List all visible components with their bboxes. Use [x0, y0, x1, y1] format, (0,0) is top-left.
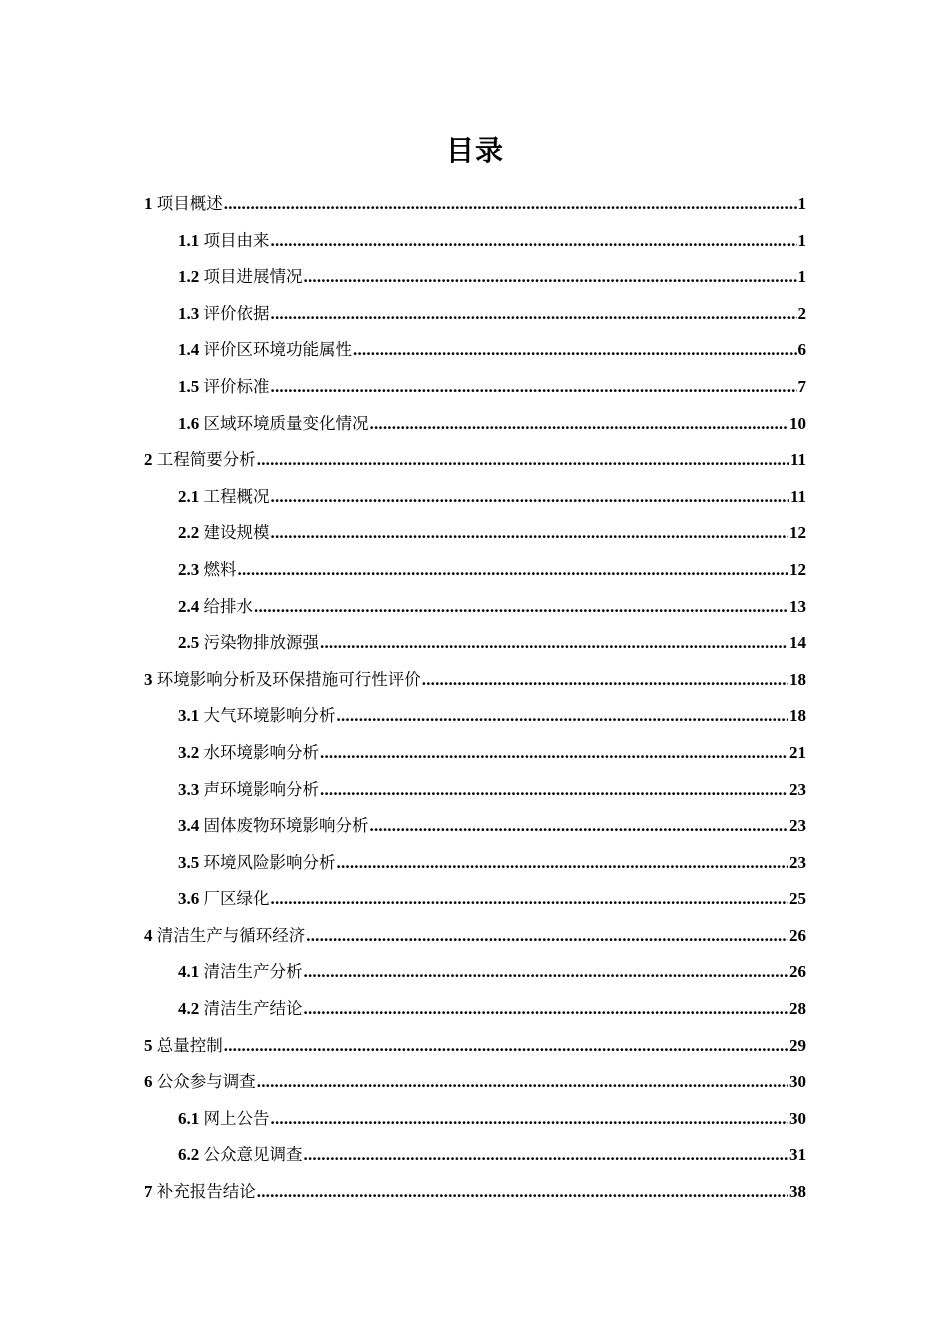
- toc-entry-page-number: 7: [797, 376, 806, 396]
- toc-entry-number: 2.5: [178, 633, 200, 653]
- toc-entry-text: 区域环境质量变化情况: [203, 413, 369, 433]
- toc-entry-number: 3.5: [178, 852, 200, 872]
- toc-entry-text: 评价区环境功能属性: [203, 340, 352, 360]
- toc-entry-text: 清洁生产分析: [203, 962, 303, 982]
- toc-entry[interactable]: [144, 845, 806, 882]
- toc-entry-page-number: 31: [789, 1145, 806, 1165]
- toc-entry-page-number: 21: [789, 742, 806, 762]
- toc-entry-label: [178, 845, 336, 882]
- dot-leader: [337, 845, 789, 882]
- toc-entry[interactable]: [144, 772, 806, 809]
- toc-entry-number: 6.2: [178, 1145, 200, 1165]
- toc-entry[interactable]: [144, 406, 806, 443]
- toc-entry-label: [178, 772, 319, 809]
- toc-entry-text: 声环境影响分析: [203, 779, 319, 799]
- toc-entry-text: 水环境影响分析: [203, 742, 319, 762]
- toc-entry-page-number: 26: [789, 925, 806, 945]
- toc-entry-text: 燃料: [203, 559, 237, 579]
- toc-entry-text: 补充报告结论: [156, 1182, 256, 1202]
- toc-entry[interactable]: [144, 589, 806, 626]
- toc-entry[interactable]: [144, 479, 806, 516]
- toc-entry[interactable]: [144, 808, 806, 845]
- toc-entry-number: 6.1: [178, 1108, 200, 1128]
- dot-leader: [271, 515, 789, 552]
- toc-entry[interactable]: [144, 918, 806, 955]
- dot-leader: [320, 735, 788, 772]
- toc-entry-page-number: 29: [789, 1035, 806, 1055]
- toc-entry-page-number: 28: [789, 999, 806, 1019]
- toc-entry-number: 1.6: [178, 413, 200, 433]
- toc-entry-label: [178, 1137, 303, 1174]
- toc-entry[interactable]: [144, 259, 806, 296]
- dot-leader: [370, 406, 789, 443]
- toc-entry-number: 4: [144, 925, 153, 945]
- toc-entry-label: [144, 918, 305, 955]
- toc-entry-label: [178, 296, 270, 333]
- toc-entry-number: 3.1: [178, 706, 200, 726]
- toc-entry-text: 网上公告: [203, 1108, 270, 1128]
- toc-entry-text: 给排水: [203, 596, 253, 616]
- dot-leader: [238, 552, 789, 589]
- toc-entry-page-number: 11: [789, 450, 806, 470]
- toc-entry[interactable]: [144, 1101, 806, 1138]
- dot-leader: [257, 442, 789, 479]
- toc-entry-label: [178, 625, 319, 662]
- toc-entry-label: [178, 552, 237, 589]
- toc-entry-text: 工程概况: [203, 486, 270, 506]
- toc-entry[interactable]: [144, 296, 806, 333]
- toc-entry-number: 3.2: [178, 742, 200, 762]
- toc-entry-page-number: 2: [797, 303, 806, 323]
- toc-entry-label: [144, 442, 256, 479]
- toc-entry-label: [178, 1101, 270, 1138]
- dot-leader: [271, 223, 797, 260]
- toc-entry-page-number: 1: [797, 267, 806, 287]
- toc-entry-label: [178, 808, 369, 845]
- toc-entry-text: 项目概述: [156, 194, 223, 213]
- toc-entry-number: 4.1: [178, 962, 200, 982]
- toc-entry-text: 工程简要分析: [156, 450, 256, 470]
- toc-entry-text: 项目由来: [203, 230, 270, 250]
- dot-leader: [306, 918, 788, 955]
- toc-entry[interactable]: [144, 1174, 806, 1211]
- toc-entry[interactable]: [144, 662, 806, 699]
- toc-entry-number: 3.3: [178, 779, 200, 799]
- toc-entry-page-number: 1: [797, 194, 806, 213]
- toc-entry[interactable]: [144, 1137, 806, 1174]
- toc-entry-number: 2.3: [178, 559, 200, 579]
- toc-entry-number: 1.4: [178, 340, 200, 360]
- toc-entry-text: 建设规模: [203, 523, 270, 543]
- toc-entry-text: 大气环境影响分析: [203, 706, 336, 726]
- dot-leader: [320, 772, 788, 809]
- toc-entry[interactable]: [144, 1064, 806, 1101]
- dot-leader: [353, 332, 797, 369]
- toc-entry-page-number: 10: [789, 413, 806, 433]
- toc-entry[interactable]: [144, 369, 806, 406]
- dot-leader: [320, 625, 788, 662]
- toc-entry-label: [178, 332, 352, 369]
- toc-entry-label: [178, 369, 270, 406]
- toc-entry[interactable]: [144, 954, 806, 991]
- toc-entry-page-number: 6: [797, 340, 806, 360]
- toc-entry-text: 评价标准: [203, 376, 270, 396]
- toc-entry-number: 1.3: [178, 303, 200, 323]
- toc-entry-number: 3.6: [178, 889, 200, 909]
- toc-entry-label: [178, 735, 319, 772]
- toc-entry-text: 厂区绿化: [203, 889, 270, 909]
- toc-entry-label: [178, 698, 336, 735]
- toc-entry-label: [178, 479, 270, 516]
- dot-leader: [224, 186, 797, 223]
- toc-entry-text: 固体废物环境影响分析: [203, 816, 369, 836]
- toc-entry-label: [144, 1174, 256, 1211]
- toc-entry[interactable]: [144, 223, 806, 260]
- toc-entry[interactable]: [144, 698, 806, 735]
- toc-entry-page-number: 13: [789, 596, 806, 616]
- dot-leader: [304, 954, 789, 991]
- dot-leader: [337, 698, 789, 735]
- toc-entry-label: [178, 589, 253, 626]
- dot-leader: [370, 808, 789, 845]
- toc-entry[interactable]: [144, 991, 806, 1028]
- toc-entry-page-number: 12: [789, 523, 806, 543]
- table-of-contents: [144, 186, 806, 1211]
- toc-entry-number: 6: [144, 1072, 153, 1092]
- toc-entry-page-number: 26: [789, 962, 806, 982]
- toc-entry-text: 项目进展情况: [203, 267, 303, 287]
- dot-leader: [271, 296, 797, 333]
- dot-leader: [304, 1137, 789, 1174]
- toc-entry-text: 总量控制: [156, 1035, 223, 1055]
- toc-entry-label: [178, 881, 270, 918]
- toc-entry-text: 环境影响分析及环保措施可行性评价: [156, 669, 421, 689]
- toc-entry[interactable]: [144, 881, 806, 918]
- toc-entry[interactable]: [144, 442, 806, 479]
- toc-entry-label: [178, 259, 303, 296]
- toc-entry-page-number: 18: [789, 706, 806, 726]
- toc-entry-page-number: 12: [789, 559, 806, 579]
- toc-entry-text: 污染物排放源强: [203, 633, 319, 653]
- toc-entry[interactable]: [144, 515, 806, 552]
- dot-leader: [254, 589, 788, 626]
- toc-entry-number: 4.2: [178, 999, 200, 1019]
- toc-entry-text: 环境风险影响分析: [203, 852, 336, 872]
- toc-entry-text: 公众参与调查: [156, 1072, 256, 1092]
- toc-entry-page-number: 23: [789, 852, 806, 872]
- toc-entry-number: 2.1: [178, 486, 200, 506]
- toc-entry-label: [178, 406, 369, 443]
- toc-entry[interactable]: [144, 735, 806, 772]
- toc-entry-page-number: 14: [789, 633, 806, 653]
- toc-entry-page-number: 23: [789, 816, 806, 836]
- toc-entry-number: 3: [144, 669, 153, 689]
- toc-entry[interactable]: [144, 186, 806, 223]
- toc-entry-page-number: 30: [789, 1108, 806, 1128]
- toc-entry-text: 清洁生产结论: [203, 999, 303, 1019]
- toc-entry-number: 7: [144, 1182, 153, 1202]
- toc-entry-label: [178, 991, 303, 1028]
- dot-leader: [257, 1064, 788, 1101]
- toc-entry-page-number: 1: [797, 230, 806, 250]
- toc-entry-page-number: 11: [789, 486, 806, 506]
- toc-entry-page-number: 18: [789, 669, 806, 689]
- toc-entry-label: [144, 186, 223, 223]
- dot-leader: [304, 259, 797, 296]
- toc-entry[interactable]: [144, 332, 806, 369]
- toc-entry-number: 1.2: [178, 267, 200, 287]
- toc-entry-page-number: 25: [789, 889, 806, 909]
- toc-entry-label: [178, 954, 303, 991]
- toc-entry-label: [144, 1064, 256, 1101]
- toc-entry-number: 1.1: [178, 230, 200, 250]
- toc-entry[interactable]: [144, 1028, 806, 1065]
- toc-entry-number: 5: [144, 1035, 153, 1055]
- toc-entry[interactable]: [144, 552, 806, 589]
- dot-leader: [271, 369, 797, 406]
- page-title: 目录: [445, 134, 504, 167]
- toc-entry-number: 2.4: [178, 596, 200, 616]
- toc-entry-number: 2: [144, 450, 153, 470]
- toc-entry-label: [144, 1028, 223, 1065]
- toc-entry-number: 3.4: [178, 816, 200, 836]
- toc-entry-label: [178, 515, 270, 552]
- toc-entry-label: [144, 662, 421, 699]
- dot-leader: [271, 1101, 789, 1138]
- toc-entry[interactable]: [144, 625, 806, 662]
- dot-leader: [422, 662, 788, 699]
- dot-leader: [257, 1174, 788, 1211]
- toc-entry-page-number: 30: [789, 1072, 806, 1092]
- toc-entry-number: 1.5: [178, 376, 200, 396]
- toc-entry-number: 1: [144, 194, 153, 213]
- dot-leader: [224, 1028, 788, 1065]
- toc-entry-text: 公众意见调查: [203, 1145, 303, 1165]
- toc-entry-text: 评价依据: [203, 303, 270, 323]
- toc-entry-number: 2.2: [178, 523, 200, 543]
- dot-leader: [271, 881, 789, 918]
- dot-leader: [271, 479, 789, 516]
- dot-leader: [304, 991, 789, 1028]
- toc-entry-text: 清洁生产与循环经济: [156, 925, 306, 945]
- toc-entry-label: [178, 223, 270, 260]
- toc-entry-page-number: 23: [789, 779, 806, 799]
- toc-entry-page-number: 38: [789, 1182, 806, 1202]
